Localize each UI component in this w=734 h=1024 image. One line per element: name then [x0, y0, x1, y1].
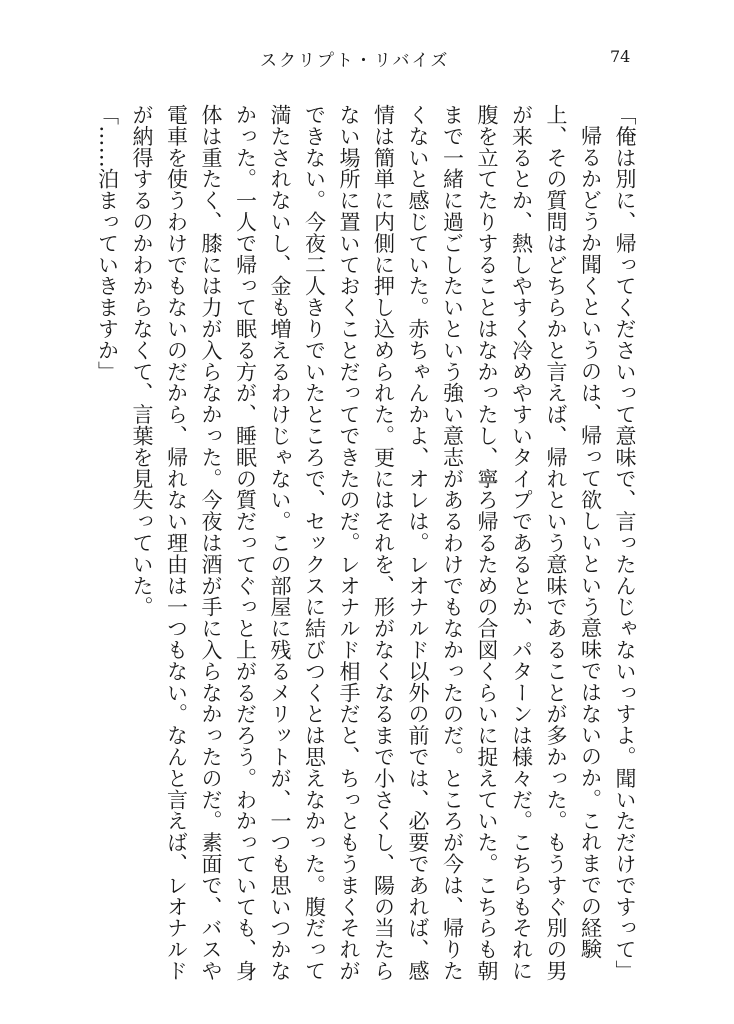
page-number: 74: [610, 47, 631, 66]
narrative-paragraph: 帰るかどうか聞くというのは、帰って欲しいという意味ではないのか。これまでの経験上、その質問はどちらかと言えば、帰れという意味であることが多かった。もうすぐ別の男が来るとか、熱しやすく冷めやすいタイプであるとか、パターンは様々だ。こちらもそれに腹を立てたりすることはなかったし、寧ろ帰るための合図くらいに捉えていた。こちらも朝まで一緒に過ごしたいという強い意志があるわけでもなかったのだ。ところが今は、帰りたくないと感じていた。赤ちゃんかよ、オレは。レオナルド以外の前では、必要であれば、感情は簡単に内側に押し込められた。更にはそれを、形がなくなるまで小さくし、陽の当たらない場所に置いておくことだってできたのだ。レオナルド相手だと、ちっともうまくそれができない。今夜二人きりでいたところで、セックスに結びつくとは思えなかった。腹だって満たされないし、金も増えるわけじゃない。この部屋に残るメリットが、一つも思いつかなかった。一人で帰って眠る方が、睡眠の質だってぐっと上がるだろう。わかっていても、身体は重たく、膝には力が入らなかった。今夜は酒が手に入らなかったのだ。素面で、バスや電車を使うわけでもないのだから、帰れない理由は一つもない。なんと言えば、レオナルドが納得するのかわからなくて、言葉を見失っていた。: [130, 104, 603, 982]
body-text: [90, 104, 642, 984]
dialogue-line: 「……泊まっていきますか」: [95, 104, 120, 383]
dialogue-line: 「俺は別に、帰ってくださいって意味で、言ったんじゃないっすよ。聞いただけですって」: [613, 104, 637, 982]
running-head: スクリプト・リバイズ: [260, 51, 450, 71]
